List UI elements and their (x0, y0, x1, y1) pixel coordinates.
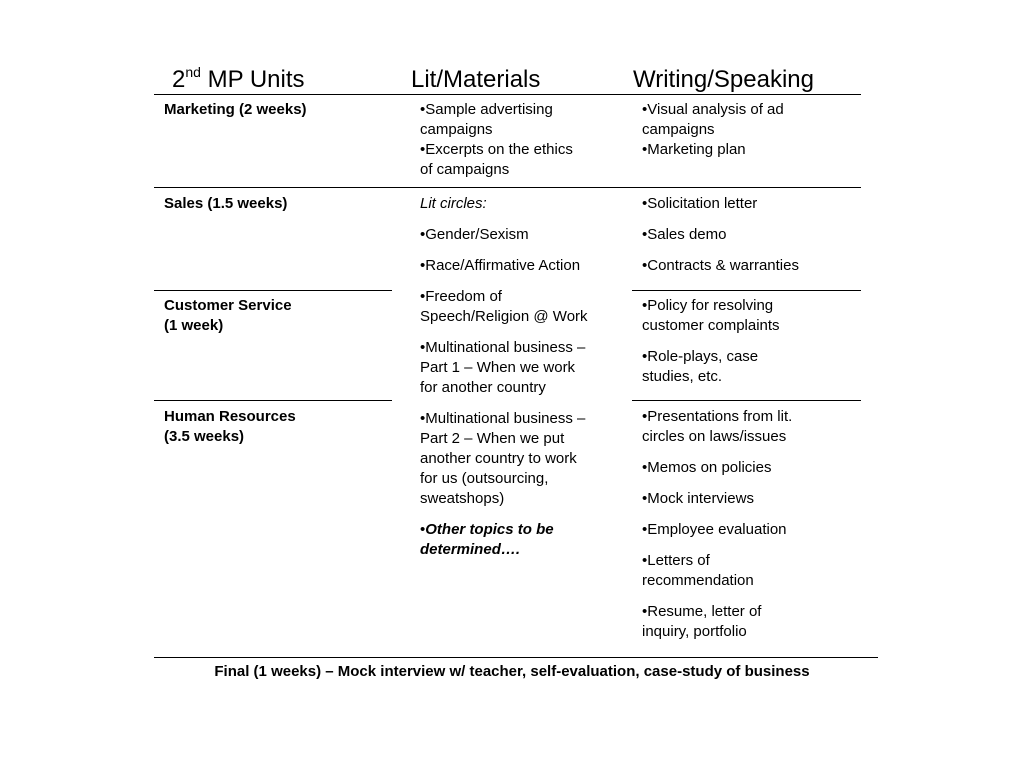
list-item: •Freedom of Speech/Religion @ Work (420, 288, 588, 325)
row-divider-sales-left (154, 290, 392, 291)
lit-circles-list (420, 194, 588, 560)
list-item: •Solicitation letter (642, 195, 758, 212)
list-item: •Letters of recommendation (642, 552, 754, 589)
other-topics: •Other topics to be determined…. (420, 521, 554, 558)
row-divider-final (154, 657, 878, 658)
list-item: •Memos on policies (642, 459, 772, 476)
list-item: •Employee evaluation (642, 521, 787, 538)
writing-marketing: •Visual analysis of ad campaigns •Marketing plan (642, 101, 784, 158)
unit-sales: Sales (1.5 weeks) (164, 195, 288, 212)
unit-marketing: Marketing (2 weeks) (164, 101, 307, 118)
unit-customer-service: Customer Service (1 week) (164, 297, 292, 334)
final-assessment: Final (1 weeks) – Mock interview w/ teacher, self-evaluation, case-study of business (214, 663, 810, 680)
list-item: •Multinational business – Part 1 – When we work for another country (420, 339, 586, 396)
unit-human-resources: Human Resources (3.5 weeks) (164, 408, 296, 445)
writing-human-resources (642, 407, 792, 642)
row-divider-marketing (154, 187, 861, 188)
header-units: 2nd MP Units (172, 64, 305, 93)
row-divider-cs-right (632, 400, 861, 401)
list-item: •Race/Affirmative Action (420, 257, 581, 274)
lit-circles-heading: Lit circles: (420, 195, 487, 212)
list-item: •Contracts & warranties (642, 257, 799, 274)
list-item: •Policy for resolving customer complaints (642, 297, 780, 334)
row-divider-cs-left (154, 400, 392, 401)
header-writing-speaking: Writing/Speaking (633, 66, 814, 93)
list-item: •Multinational business – Part 2 – When we put another country to work for us (outsourcing, sweatshops) (420, 410, 586, 507)
list-item: •Resume, letter of inquiry, portfolio (642, 603, 762, 640)
lit-marketing: •Sample advertising campaigns •Excerpts on the ethics of campaigns (420, 101, 573, 178)
header-divider (154, 94, 861, 95)
list-item: •Mock interviews (642, 490, 754, 507)
list-item: •Presentations from lit. circles on laws/issues (642, 408, 793, 445)
list-item: •Role-plays, case studies, etc. (642, 348, 759, 385)
writing-customer-service (642, 296, 780, 387)
writing-sales (642, 194, 799, 276)
list-item: •Gender/Sexism (420, 226, 529, 243)
row-divider-sales-right (632, 290, 861, 291)
header-lit-materials: Lit/Materials (411, 66, 541, 93)
list-item: •Sales demo (642, 226, 727, 243)
